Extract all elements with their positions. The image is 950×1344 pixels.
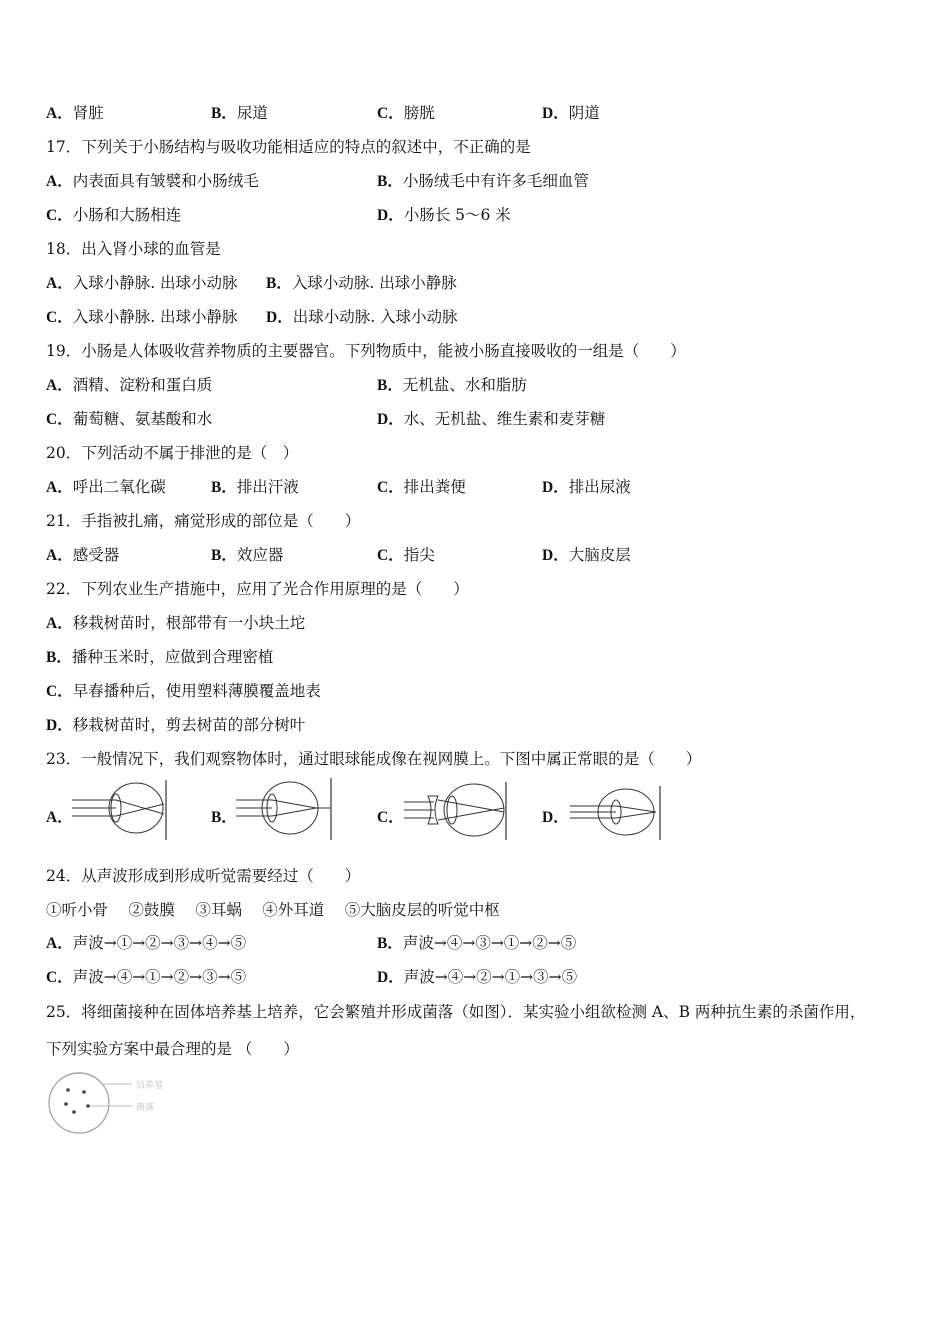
q21-option-b: B．效应器	[211, 546, 284, 564]
q20-option-a: A．呼出二氧化碳	[46, 478, 166, 496]
q23-option-d-label: D．	[542, 809, 569, 826]
q24-option-a: A．声波→①→②→③→④→⑤	[46, 934, 247, 952]
q24-stem: 24．从声波形成到形成听觉需要经过（ ）	[46, 867, 361, 885]
q23-option-b-label: B．	[211, 809, 237, 826]
q25-stem-line2: 下列实验方案中最合理的是 （ ）	[46, 1040, 299, 1058]
q19-option-a: A．酒精、淀粉和蛋白质	[46, 376, 213, 394]
q21-option-c: C．指尖	[377, 546, 435, 564]
q20-option-b: B．排出汗液	[211, 478, 299, 496]
q20-option-c: C．排出粪便	[377, 478, 466, 496]
q23-stem: 23．一般情况下，我们观察物体时，通过眼球能成像在视网膜上。下图中属正常眼的是（ ）	[46, 750, 702, 768]
q22-stem: 22．下列农业生产措施中，应用了光合作用原理的是（ ）	[46, 580, 469, 598]
fig-label-medium: 培养基	[136, 1081, 164, 1091]
eye-diagram-a	[72, 778, 168, 842]
q23-option-a-label: A．	[46, 809, 73, 826]
q20-stem: 20．下列活动不属于排泄的是（ ）	[46, 444, 299, 462]
q21-option-a: A．感受器	[46, 546, 120, 564]
q21-stem: 21．手指被扎痛，痛觉形成的部位是（ ）	[46, 512, 361, 530]
eye-diagram-c	[404, 780, 510, 842]
eye-diagram-d	[570, 784, 664, 842]
q17-stem: 17．下列关于小肠结构与吸收功能相适应的特点的叙述中，不正确的是	[46, 138, 531, 156]
q17-option-c: C．小肠和大肠相连	[46, 206, 182, 224]
q17-option-d: D．小肠长 5～6 米	[377, 206, 511, 224]
q19-stem: 19．小肠是人体吸收营养物质的主要器官。下列物质中，能被小肠直接吸收的一组是（ ）	[46, 342, 686, 360]
q16-option-a: A．肾脏	[46, 104, 104, 122]
q18-option-d: D．出球小动脉. 入球小动脉	[266, 308, 458, 326]
q18-option-b: B．入球小动脉. 出球小静脉	[266, 274, 457, 292]
q23-option-c-label: C．	[377, 809, 404, 826]
q18-option-c: C．入球小静脉. 出球小静脉	[46, 308, 238, 326]
q22-option-c: C．早春播种后，使用塑料薄膜覆盖地表	[46, 682, 321, 700]
q17-option-a: A．内表面具有皱襞和小肠绒毛	[46, 172, 259, 190]
q22-option-a: A．移栽树苗时，根部带有一小块土坨	[46, 614, 306, 632]
q20-option-d: D．排出尿液	[542, 478, 631, 496]
q21-option-d: D．大脑皮层	[542, 546, 631, 564]
q18-option-a: A．入球小静脉. 出球小动脉	[46, 274, 238, 292]
q22-option-d: D．移栽树苗时，剪去树苗的部分树叶	[46, 716, 306, 734]
q17-option-b: B．小肠绒毛中有许多毛细血管	[377, 172, 589, 190]
q24-option-d: D．声波→④→②→①→③→⑤	[377, 968, 578, 986]
q16-option-c: C．膀胱	[377, 104, 435, 122]
petri-dish-figure	[46, 1068, 196, 1140]
q16-option-d: D．阴道	[542, 104, 600, 122]
q18-stem: 18．出入肾小球的血管是	[46, 240, 221, 258]
q24-items: ①听小骨 ②鼓膜 ③耳蜗 ④外耳道 ⑤大脑皮层的听觉中枢	[46, 901, 500, 919]
q22-option-b: B．播种玉米时，应做到合理密植	[46, 648, 274, 666]
q25-stem-line1: 25．将细菌接种在固体培养基上培养，它会繁殖并形成菌落（如图）．某实验小组欲检测 A、B 两种抗生素的杀菌作用，	[46, 1003, 866, 1021]
q16-option-b: B．尿道	[211, 104, 268, 122]
q24-option-b: B．声波→④→③→①→②→⑤	[377, 934, 577, 952]
eye-diagram-b	[236, 776, 334, 842]
q19-option-b: B．无机盐、水和脂肪	[377, 376, 527, 394]
fig-label-colony: 菌落	[136, 1103, 155, 1113]
q19-option-d: D．水、无机盐、维生素和麦芽糖	[377, 410, 606, 428]
q19-option-c: C．葡萄糖、氨基酸和水	[46, 410, 213, 428]
q24-option-c: C．声波→④→①→②→③→⑤	[46, 968, 247, 986]
